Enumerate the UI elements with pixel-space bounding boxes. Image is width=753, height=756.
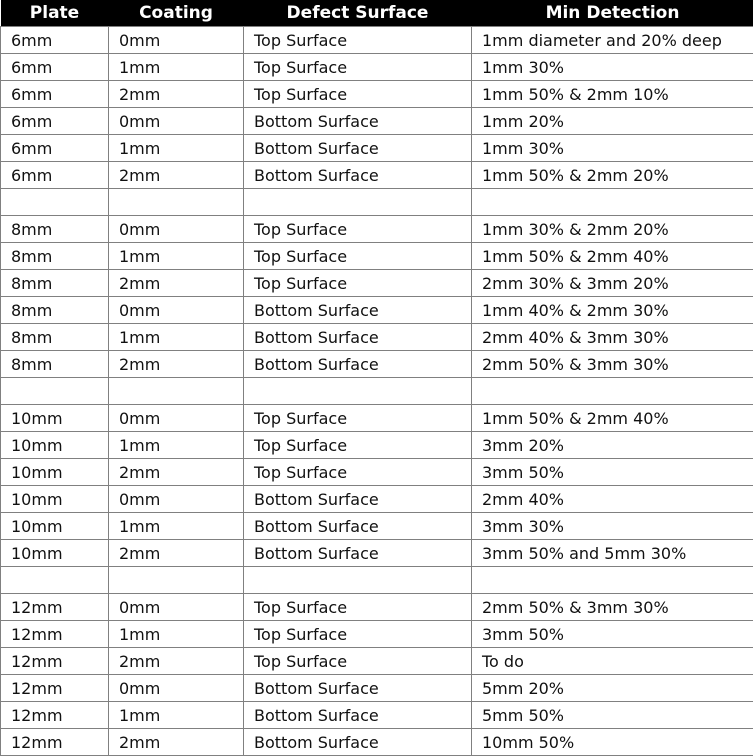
- cell-min-detection: [472, 378, 753, 405]
- cell-defect-surface: Bottom Surface: [244, 702, 472, 729]
- cell-coating: 0mm: [109, 405, 244, 432]
- table-row: [1, 216, 753, 243]
- table-row: [1, 675, 753, 702]
- cell-defect-surface: Bottom Surface: [244, 297, 472, 324]
- cell-min-detection: [472, 189, 753, 216]
- cell-defect-surface: Top Surface: [244, 27, 472, 54]
- cell-min-detection: 1mm 30%: [472, 54, 753, 81]
- table-row: [1, 594, 753, 621]
- cell-defect-surface: Bottom Surface: [244, 108, 472, 135]
- cell-plate: 6mm: [1, 81, 109, 108]
- cell-min-detection: 1mm 50% & 2mm 20%: [472, 162, 753, 189]
- cell-plate: 6mm: [1, 108, 109, 135]
- cell-coating: 2mm: [109, 459, 244, 486]
- cell-coating: 2mm: [109, 729, 244, 756]
- cell-min-detection: To do: [472, 648, 753, 675]
- cell-plate: 12mm: [1, 621, 109, 648]
- cell-coating: 2mm: [109, 162, 244, 189]
- table-row: [1, 189, 753, 216]
- cell-defect-surface: Top Surface: [244, 243, 472, 270]
- cell-plate: 10mm: [1, 459, 109, 486]
- cell-defect-surface: Bottom Surface: [244, 135, 472, 162]
- cell-coating: 0mm: [109, 108, 244, 135]
- table-row: [1, 648, 753, 675]
- cell-defect-surface: Bottom Surface: [244, 540, 472, 567]
- cell-coating: 0mm: [109, 675, 244, 702]
- cell-min-detection: 2mm 50% & 3mm 30%: [472, 351, 753, 378]
- cell-plate: 6mm: [1, 162, 109, 189]
- cell-coating: [109, 378, 244, 405]
- cell-min-detection: [472, 567, 753, 594]
- cell-plate: 10mm: [1, 486, 109, 513]
- cell-defect-surface: [244, 189, 472, 216]
- cell-min-detection: 1mm 50% & 2mm 40%: [472, 243, 753, 270]
- table-row: [1, 81, 753, 108]
- cell-defect-surface: Top Surface: [244, 648, 472, 675]
- cell-defect-surface: Top Surface: [244, 621, 472, 648]
- cell-defect-surface: Top Surface: [244, 54, 472, 81]
- cell-min-detection: 3mm 50%: [472, 459, 753, 486]
- cell-defect-surface: Top Surface: [244, 216, 472, 243]
- cell-defect-surface: Bottom Surface: [244, 324, 472, 351]
- cell-plate: 12mm: [1, 702, 109, 729]
- header-plate: Plate: [1, 0, 109, 27]
- cell-min-detection: 1mm 20%: [472, 108, 753, 135]
- cell-min-detection: 5mm 20%: [472, 675, 753, 702]
- cell-min-detection: 10mm 50%: [472, 729, 753, 756]
- table-row: [1, 27, 753, 54]
- cell-plate: 8mm: [1, 243, 109, 270]
- cell-defect-surface: Top Surface: [244, 594, 472, 621]
- cell-defect-surface: Bottom Surface: [244, 351, 472, 378]
- cell-defect-surface: Bottom Surface: [244, 162, 472, 189]
- cell-plate: 8mm: [1, 270, 109, 297]
- cell-coating: 0mm: [109, 486, 244, 513]
- cell-plate: 10mm: [1, 513, 109, 540]
- table-row: [1, 297, 753, 324]
- table-row: [1, 54, 753, 81]
- table-row: [1, 486, 753, 513]
- header-defect-surface: Defect Surface: [244, 0, 472, 27]
- cell-plate: 8mm: [1, 297, 109, 324]
- cell-defect-surface: [244, 378, 472, 405]
- cell-plate: 12mm: [1, 675, 109, 702]
- cell-coating: 2mm: [109, 540, 244, 567]
- table-row: [1, 243, 753, 270]
- header-row: [1, 0, 753, 27]
- cell-defect-surface: Bottom Surface: [244, 486, 472, 513]
- table-row: [1, 567, 753, 594]
- table-row: [1, 135, 753, 162]
- cell-coating: 1mm: [109, 243, 244, 270]
- cell-coating: 1mm: [109, 621, 244, 648]
- cell-plate: 12mm: [1, 594, 109, 621]
- cell-defect-surface: Bottom Surface: [244, 729, 472, 756]
- cell-min-detection: 3mm 20%: [472, 432, 753, 459]
- table-row: [1, 702, 753, 729]
- cell-min-detection: 2mm 40%: [472, 486, 753, 513]
- cell-coating: 2mm: [109, 648, 244, 675]
- cell-min-detection: 1mm 30%: [472, 135, 753, 162]
- table-row: [1, 513, 753, 540]
- cell-defect-surface: Top Surface: [244, 432, 472, 459]
- cell-min-detection: 1mm 40% & 2mm 30%: [472, 297, 753, 324]
- cell-min-detection: 2mm 50% & 3mm 30%: [472, 594, 753, 621]
- cell-plate: 10mm: [1, 432, 109, 459]
- cell-defect-surface: Bottom Surface: [244, 513, 472, 540]
- table-row: [1, 459, 753, 486]
- cell-plate: 8mm: [1, 216, 109, 243]
- cell-plate: 12mm: [1, 729, 109, 756]
- cell-defect-surface: Top Surface: [244, 405, 472, 432]
- table-row: [1, 108, 753, 135]
- table-row: [1, 162, 753, 189]
- cell-plate: 8mm: [1, 324, 109, 351]
- cell-coating: 1mm: [109, 135, 244, 162]
- cell-min-detection: 1mm diameter and 20% deep: [472, 27, 753, 54]
- cell-min-detection: 1mm 50% & 2mm 10%: [472, 81, 753, 108]
- table-row: [1, 432, 753, 459]
- cell-defect-surface: Top Surface: [244, 81, 472, 108]
- cell-min-detection: 5mm 50%: [472, 702, 753, 729]
- cell-plate: [1, 567, 109, 594]
- cell-defect-surface: Top Surface: [244, 270, 472, 297]
- cell-coating: [109, 189, 244, 216]
- cell-min-detection: 3mm 50% and 5mm 30%: [472, 540, 753, 567]
- cell-coating: 2mm: [109, 81, 244, 108]
- table-row: [1, 540, 753, 567]
- cell-coating: 1mm: [109, 702, 244, 729]
- cell-coating: 0mm: [109, 27, 244, 54]
- table-row: [1, 270, 753, 297]
- cell-min-detection: 2mm 30% & 3mm 20%: [472, 270, 753, 297]
- cell-min-detection: 3mm 30%: [472, 513, 753, 540]
- cell-min-detection: 3mm 50%: [472, 621, 753, 648]
- cell-defect-surface: Top Surface: [244, 459, 472, 486]
- cell-plate: 8mm: [1, 351, 109, 378]
- cell-min-detection: 1mm 50% & 2mm 40%: [472, 405, 753, 432]
- cell-plate: [1, 189, 109, 216]
- cell-plate: 6mm: [1, 27, 109, 54]
- table-row: [1, 351, 753, 378]
- cell-coating: 0mm: [109, 216, 244, 243]
- header-min-detection: Min Detection: [472, 0, 753, 27]
- cell-plate: [1, 378, 109, 405]
- cell-plate: 10mm: [1, 540, 109, 567]
- table-row: [1, 729, 753, 756]
- cell-plate: 6mm: [1, 135, 109, 162]
- cell-coating: [109, 567, 244, 594]
- table-body: [1, 27, 753, 756]
- cell-defect-surface: Bottom Surface: [244, 675, 472, 702]
- cell-plate: 10mm: [1, 405, 109, 432]
- cell-coating: 1mm: [109, 432, 244, 459]
- cell-min-detection: 2mm 40% & 3mm 30%: [472, 324, 753, 351]
- table-row: [1, 324, 753, 351]
- cell-coating: 0mm: [109, 297, 244, 324]
- cell-coating: 1mm: [109, 513, 244, 540]
- cell-coating: 0mm: [109, 594, 244, 621]
- cell-coating: 2mm: [109, 270, 244, 297]
- header-coating: Coating: [109, 0, 244, 27]
- table-row: [1, 621, 753, 648]
- table-row: [1, 378, 753, 405]
- cell-coating: 1mm: [109, 324, 244, 351]
- table-row: [1, 405, 753, 432]
- cell-plate: 12mm: [1, 648, 109, 675]
- cell-defect-surface: [244, 567, 472, 594]
- cell-plate: 6mm: [1, 54, 109, 81]
- cell-coating: 1mm: [109, 54, 244, 81]
- cell-coating: 2mm: [109, 351, 244, 378]
- cell-min-detection: 1mm 30% & 2mm 20%: [472, 216, 753, 243]
